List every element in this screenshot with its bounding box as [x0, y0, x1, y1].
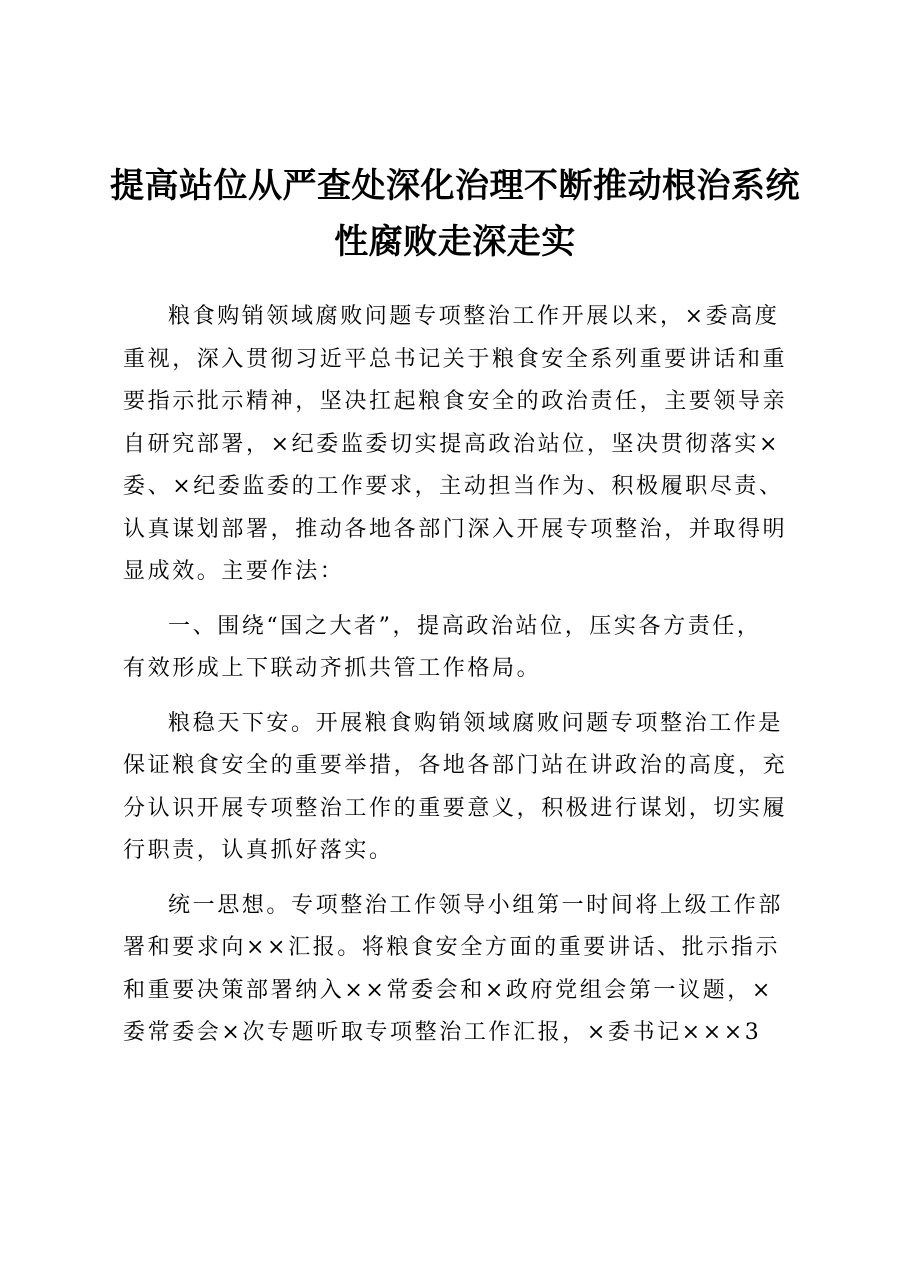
text-line: 有效形成上下联动齐抓共管工作格局。	[123, 656, 542, 681]
text-line: 和重要决策部署纳入××常委会和×政府党组会第一议题，×	[123, 977, 773, 1003]
text-line: 统一思想。专项整治工作领导小组第一时间将上级工作部	[168, 892, 784, 918]
text-line: 自研究部署，×纪委监委切实提高政治站位，坚决贯彻落实×	[123, 431, 781, 457]
document-title	[110, 158, 800, 270]
text-line: 认真谋划部署，推动各地各部门深入开展专项整治，并取得明	[123, 516, 788, 542]
title-line: 提高站位从严查处深化治理不断推动根治系统	[110, 166, 800, 206]
text-line: 行职责，认真抓好落实。	[123, 838, 394, 863]
text-line: 一、围绕“国之大者”，提高政治站位，压实各方责任，	[168, 613, 762, 639]
paragraph-grain-security	[123, 703, 788, 873]
text-line: 粮稳天下安。开展粮食购销领域腐败问题专项整治工作是	[168, 710, 784, 736]
paragraph-unify-thinking	[123, 885, 783, 1055]
text-line: 显成效。主要作法：	[123, 559, 345, 584]
text-line: 署和要求向××汇报。将粮食安全方面的重要讲话、批示指示	[123, 935, 781, 960]
text-line: 委、×纪委监委的工作要求，主动担当作为、积极履职尽责、	[123, 474, 784, 499]
document-body	[123, 296, 788, 1067]
paragraph-section-heading	[123, 606, 783, 691]
text-line: 保证粮食安全的重要举措，各地各部门站在讲政治的高度，充	[123, 753, 788, 778]
text-line: 重视，深入贯彻习近平总书记关于粮食安全系列重要讲话和重	[123, 346, 788, 372]
text-line: 分认识开展专项整治工作的重要意义，积极进行谋划，切实履	[123, 795, 788, 821]
title-line: 性腐败走深走实	[334, 222, 576, 262]
text-line: 委常委会×次专题听取专项整治工作汇报，×委书记×××3	[123, 1020, 762, 1045]
text-line: 粮食购销领域腐败问题专项整治工作开展以来，×委高度	[168, 304, 780, 329]
paragraph-intro	[123, 296, 788, 594]
text-line: 要指示批示精神，坚决扛起粮食安全的政治责任，主要领导亲	[123, 389, 788, 414]
